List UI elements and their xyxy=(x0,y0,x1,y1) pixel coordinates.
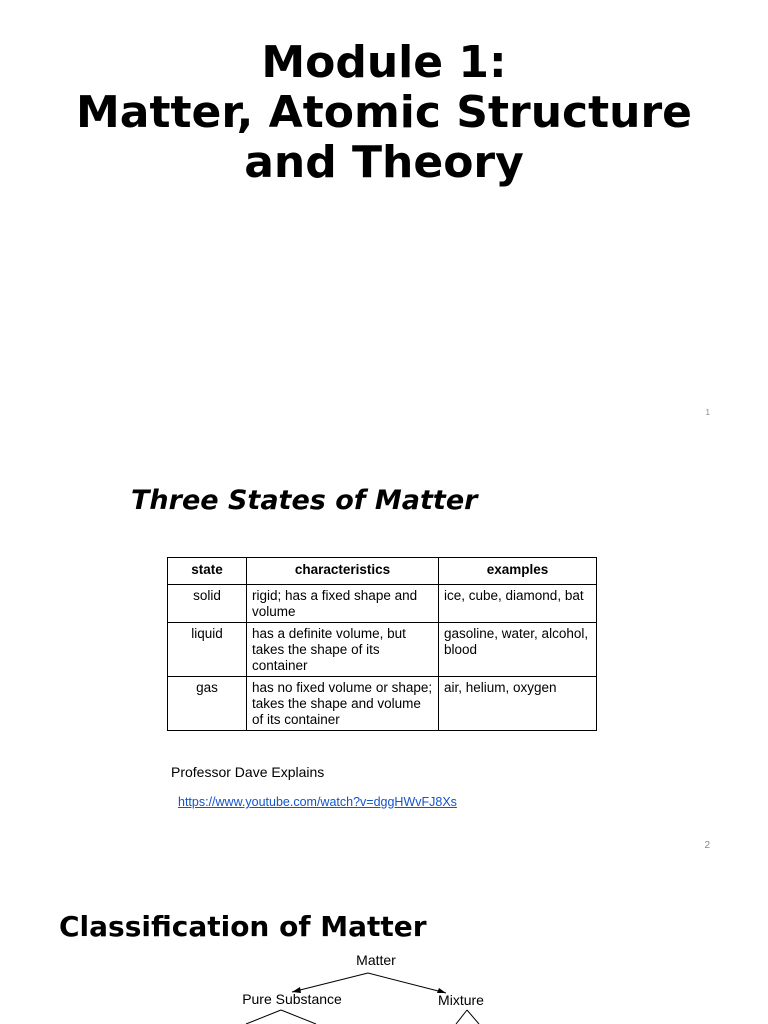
table-row xyxy=(168,623,597,677)
state-cell: gas xyxy=(168,677,247,731)
diagram-edge-matter-pure xyxy=(292,973,368,992)
states-of-matter-table xyxy=(167,557,597,731)
diagram-root-matter: Matter xyxy=(356,952,396,968)
characteristics-cell: rigid; has a fixed shape and volume xyxy=(247,585,439,623)
table-row xyxy=(168,677,597,731)
module-title xyxy=(0,38,768,188)
module-title-line-1: Module 1: xyxy=(261,37,507,88)
classification-diagram xyxy=(0,945,768,1024)
page-number-1: 1 xyxy=(705,408,710,417)
table-header-row xyxy=(168,558,597,585)
state-cell: liquid xyxy=(168,623,247,677)
diagram-edge-mixture-left xyxy=(456,1010,467,1024)
page-number-2: 2 xyxy=(704,840,710,851)
characteristics-cell: has no fixed volume or shape; takes the shape and volume of its container xyxy=(247,677,439,731)
header-characteristics: characteristics xyxy=(247,558,439,585)
header-examples: examples xyxy=(439,558,597,585)
examples-cell: gasoline, water, alcohol, blood xyxy=(439,623,597,677)
module-title-line-2: Matter, Atomic Structure xyxy=(75,87,693,138)
diagram-edge-pure-left xyxy=(246,1010,281,1024)
states-of-matter-title: Three States of Matter xyxy=(131,485,478,516)
characteristics-cell: has a definite volume, but takes the shape of its container xyxy=(247,623,439,677)
examples-cell: ice, cube, diamond, bat xyxy=(439,585,597,623)
table-row xyxy=(168,585,597,623)
header-state: state xyxy=(168,558,247,585)
diagram-edge-pure-right xyxy=(281,1010,316,1024)
video-credit: Professor Dave Explains xyxy=(171,764,325,780)
diagram-node-mixture: Mixture xyxy=(438,992,484,1008)
youtube-link[interactable]: https://www.youtube.com/watch?v=dggHWvFJ8Xs xyxy=(178,795,457,809)
module-title-line-3: and Theory xyxy=(244,137,524,188)
examples-cell: air, helium, oxygen xyxy=(439,677,597,731)
diagram-edge-mixture-right xyxy=(467,1010,479,1024)
diagram-node-pure-substance: Pure Substance xyxy=(242,991,342,1007)
classification-title: Classification of Matter xyxy=(59,910,427,943)
diagram-edge-matter-mixture xyxy=(368,973,446,993)
state-cell: solid xyxy=(168,585,247,623)
